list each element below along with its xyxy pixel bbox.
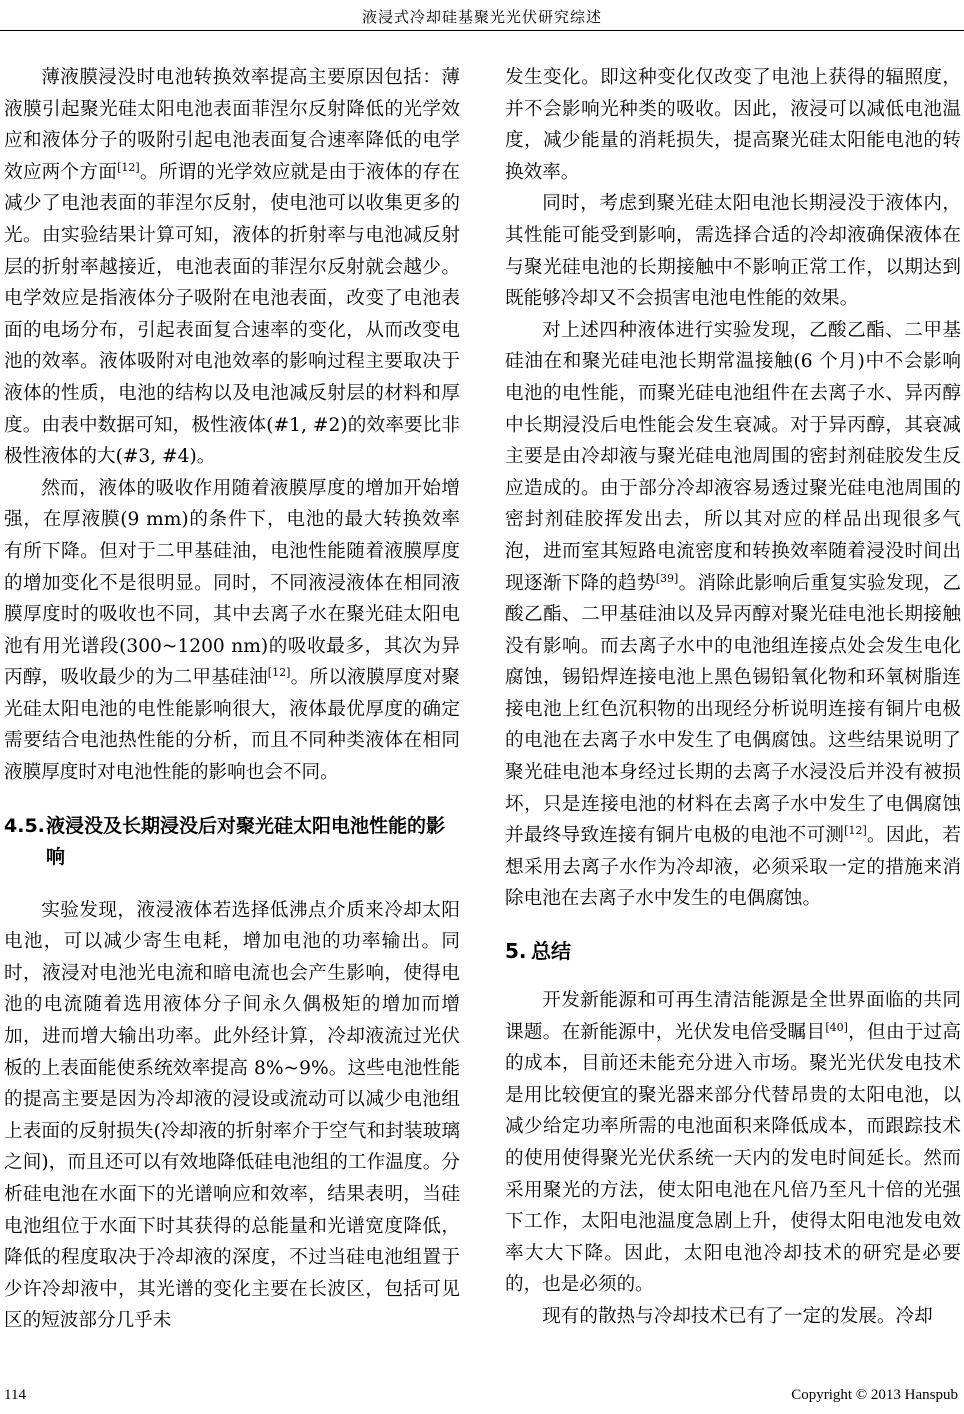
page-number: 114 <box>4 1387 26 1403</box>
paragraph: 同时，考虑到聚光硅太阳电池长期浸没于液体内，其性能可能受到影响，需选择合适的冷却液确保液体在与聚光硅电池的长期接触中不影响正常工作，以期达到既能够冷却又不会损害电池电性能的效果。 <box>505 193 961 310</box>
left-column <box>4 62 460 1337</box>
paragraph: 薄液膜浸没时电池转换效率提高主要原因包括：薄液膜引起聚光硅太阳电池表面菲涅尔反射降低的光学效应和液体分子的吸附引起电池表面复合速率降低的电学效应两个方面[12]。所谓的光学效应就是由于液体的存在减少了电池表面的菲涅尔反射，使电池可以收集更多的光。由实验结果计算可知，液体的折射率与电池减反射层的折射率越接近，电池表面的菲涅尔反射就会越少。电学效应是指液体分子吸附在电池表面，改变了电池表面的电场分布，引起表面复合速率的变化，从而改变电池的效率。液体吸附对电池效率的影响过程主要取决于液体的性质，电池的结构以及电池减反射层的材料和厚度。由表中数据可知，极性液体(#1, #2)的效率要比非极性液体的大(#3, #4)。 <box>4 67 460 468</box>
paragraph: 现有的散热与冷却技术已有了一定的发展。冷却 <box>542 1305 933 1327</box>
section-heading <box>505 935 961 967</box>
citation: [12] <box>117 160 140 174</box>
paragraph: 实验发现，液浸液体若选择低沸点介质来冷却太阳电池，可以减少寄生电耗，增加电池的功率输出。同时，液浸对电池光电流和暗电流也会产生影响，使得电池的电流随着选用液体分子间永久偶极矩的增加而增加，进而增大输出功率。此外经计算，冷却液流过光伏板的上表面能使系统效率提高 8%~9%。这些电池性能的提高主要是因为冷却液的浸设或流动可以减少电池组上表面的反射损失(冷却液的折射率介于空气和封装玻璃之间)，而且还可以有效地降低硅电池组的工作温度。分析硅电池在水面下的光谱响应和效率，结果表明，当硅电池组位于水面下时其获得的总能量和光谱宽度降低，降低的程度取决于冷却液的深度，不过当硅电池组置于少许冷却液中，其光谱的变化主要在长波区，包括可见区的短波部分几乎未 <box>4 899 460 1332</box>
running-title: 液浸式冷却硅基聚光光伏研究综述 <box>361 8 602 26</box>
paragraph: 发生变化。即这种变化仅改变了电池上获得的辐照度，并不会影响光种类的吸收。因此，液浸可以减低电池温度，减少能量的消耗损失，提高聚光硅太阳能电池的转换效率。 <box>505 67 961 183</box>
paragraph: 然而，液体的吸收作用随着液膜厚度的增加开始增强，在厚液膜(9 mm)的条件下，电池的最大转换效率有所下降。但对于二甲基硅油，电池性能随着液膜厚度的增加变化不是很明显。同时，不同液浸液体在相同液膜厚度时的吸收也不同，其中去离子水在聚光硅太阳电池有用光谱段(300~1200 nm)的吸收最多，其次为异丙醇，吸收最少的为二甲基硅油[12]。所以液膜厚度对聚光硅太阳电池的电性能影响很大，液体最优厚度的确定需要结合电池热性能的分析，而且不同种类液体在相同液膜厚度时对电池性能的影响也会不同。 <box>4 477 460 784</box>
section-title: 总结 <box>531 939 571 964</box>
citation: [12] <box>267 666 291 680</box>
section-number: 4.5. <box>4 814 45 837</box>
citation: [40] <box>825 1020 848 1034</box>
section-heading <box>4 811 460 873</box>
citation: [12] <box>844 824 867 838</box>
right-column <box>505 62 961 1333</box>
section-title: 液浸没及长期浸没后对聚光硅太阳电池性能的影响 <box>46 814 446 868</box>
paragraph: 对上述四种液体进行实验发现，乙酸乙酯、二甲基硅油在和聚光硅电池长期常温接触(6 个月)中不会影响电池的电性能，而聚光硅电池组件在去离子水、异丙醇中长期浸没后电性能会发生衰减。对于异丙醇，其衰减主要是由冷却液与聚光硅电池周围的密封剂硅胶发生反应造成的。由于部分冷却液容易透过聚光硅电池周围的密封剂硅胶挥发出去，所以其对应的样品出现很多气泡，进而室其短路电流密度和转换效率随着浸没时间出现逐渐下降的趋势[39]。消除此影响后重复实验发现，乙酸乙酯、二甲基硅油以及异丙醇对聚光硅电池长期接触没有影响。而去离子水中的电池组连接点处会发生电化腐蚀，锡铅焊连接电池上黑色锡铅氧化物和环氧树脂连接电池上红色沉积物的出现经分析说明连接有铜片电极的电池在去离子水中发生了电偶腐蚀。这些结果说明了聚光硅电池本身经过长期的去离子水浸没后并没有被损坏，只是连接电池的材料在去离子水中发生了电偶腐蚀并最终导致连接有铜片电极的电池不可测[12]。因此，若想采用去离子水作为冷却液，必须采取一定的措施来消除电池在去离子水中发生的电偶腐蚀。 <box>505 319 961 910</box>
section-number: 5. <box>505 939 527 964</box>
citation: [39] <box>655 571 679 585</box>
paragraph: 开发新能源和可再生清洁能源是全世界面临的共同课题。在新能源中，光伏发电倍受瞩目[40]，但由于过高的成本，目前还未能充分进入市场。聚光光伏发电技术是用比较便宜的聚光器来部分代替昂贵的太阳电池，以减少给定功率所需的电池面积来降低成本，而跟踪技术的使用使得聚光光伏系统一天内的发电时间延长。然而采用聚光的方法，使太阳电池在凡倍乃至凡十倍的光强下工作，太阳电池温度急剧上升，使得太阳电池发电效率大大下降。因此，太阳电池冷却技术的研究是必要的，也是必须的。 <box>505 990 961 1296</box>
header-rule <box>0 30 964 31</box>
copyright-notice: Copyright © 2013 Hanspub <box>791 1387 958 1403</box>
